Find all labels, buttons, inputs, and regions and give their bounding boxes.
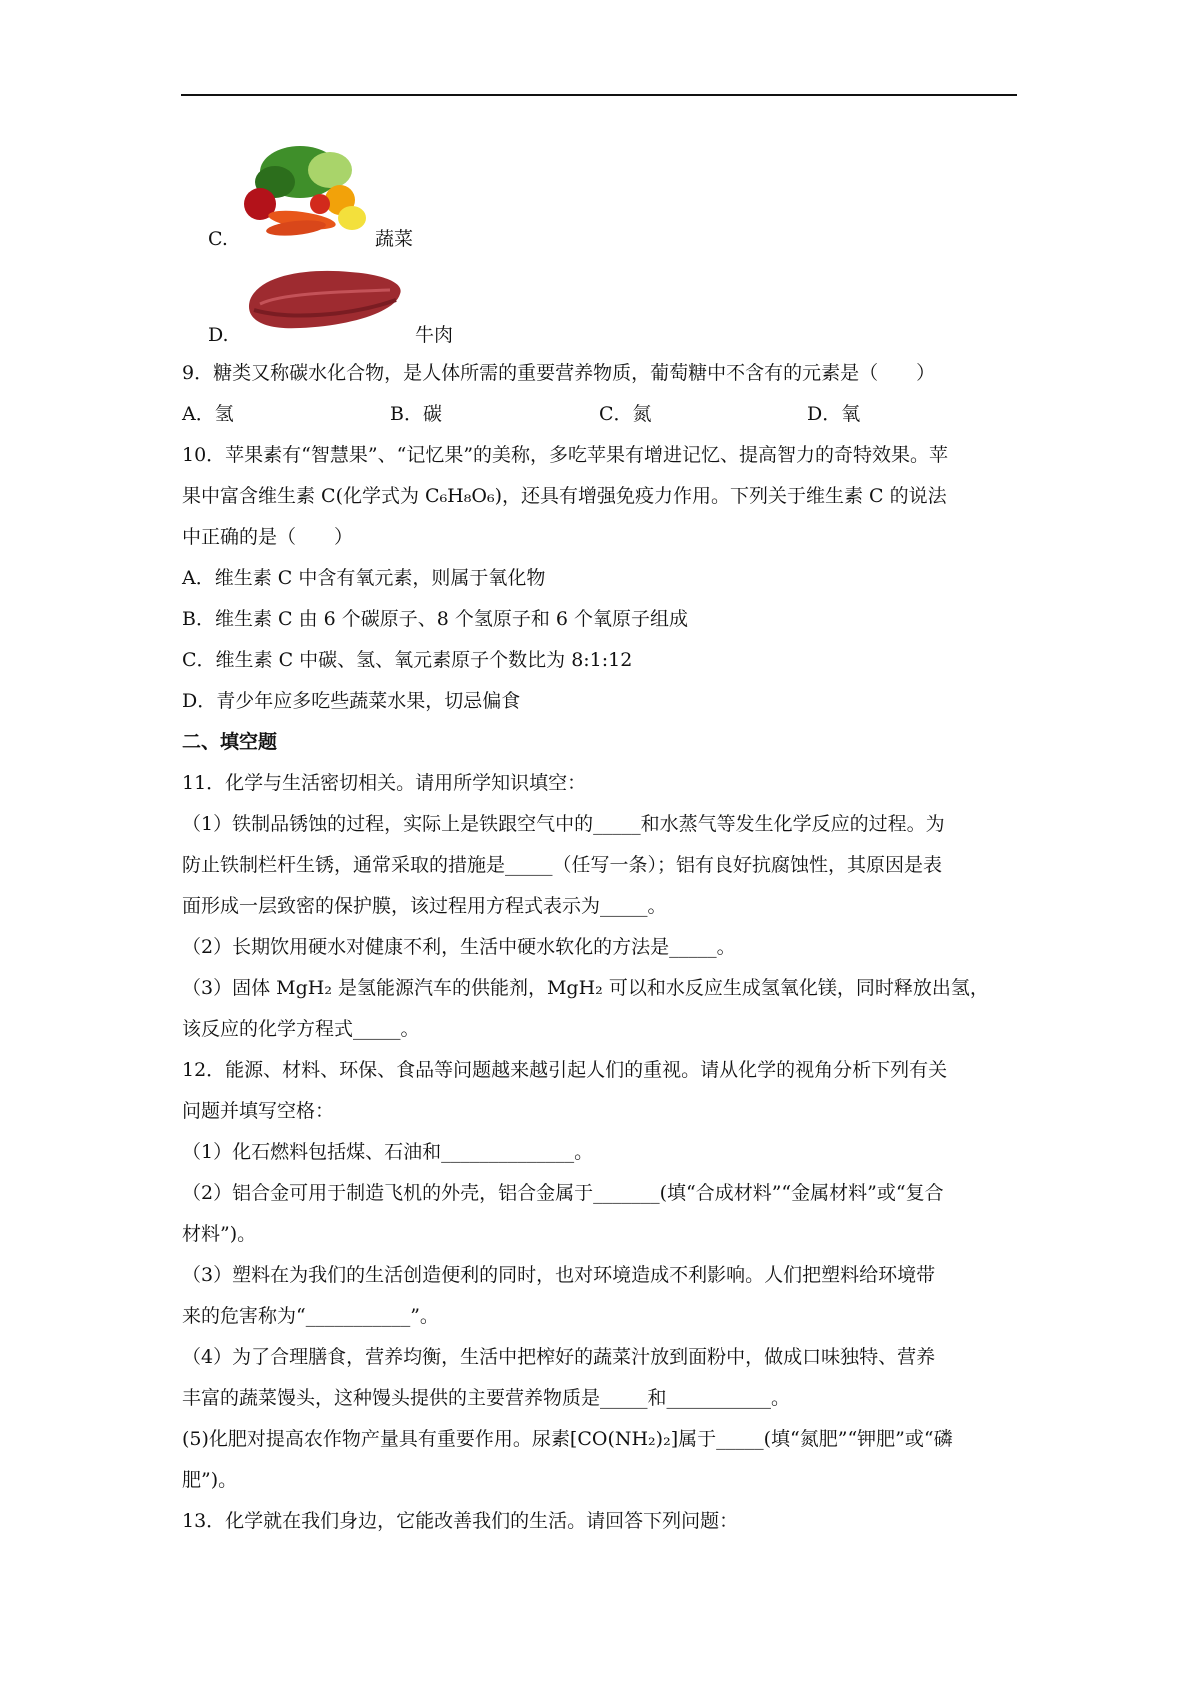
q12-line-3: （1）化石燃料包括煤、石油和______________。 bbox=[182, 1141, 594, 1163]
raw-beef-image bbox=[240, 264, 410, 334]
q9-option-a: A．氢 bbox=[182, 403, 234, 425]
q11-line-1: 11．化学与生活密切相关。请用所学知识填空： bbox=[182, 772, 587, 794]
q9-option-c: C．氮 bbox=[599, 403, 652, 425]
q12-line-5: 材料”)。 bbox=[182, 1223, 257, 1245]
q10-option-c: C．维生素 C 中碳、氢、氧元素原子个数比为 8:1:12 bbox=[182, 649, 633, 671]
q10-option-b: B．维生素 C 由 6 个碳原子、8 个氢原子和 6 个氧原子组成 bbox=[182, 608, 689, 630]
q12-line-1: 12．能源、材料、环保、食品等问题越来越引起人们的重视。请从化学的视角分析下列有关 bbox=[182, 1059, 948, 1081]
q11-line-7: 该反应的化学方程式_____。 bbox=[182, 1018, 420, 1040]
q10-line-3: 中正确的是（ ） bbox=[182, 526, 354, 548]
q9-stem: 9．糖类又称碳水化合物，是人体所需的重要营养物质，葡萄糖中不含有的元素是（ ） bbox=[182, 362, 936, 384]
q13-stem: 13．化学就在我们身边，它能改善我们的生活。请回答下列问题： bbox=[182, 1510, 739, 1532]
section-title: 二、填空题 bbox=[182, 731, 278, 753]
q12-line-7: 来的危害称为“___________”。 bbox=[182, 1305, 439, 1327]
option-c-label: 蔬菜 bbox=[375, 228, 414, 250]
q9-option-b: B．碳 bbox=[390, 403, 442, 425]
vegetables-fruits-image bbox=[240, 142, 370, 242]
q12-line-6: （3）塑料在为我们的生活创造便利的同时，也对环境造成不利影响。人们把塑料给环境带 bbox=[182, 1264, 936, 1286]
option-c-letter: C. bbox=[208, 228, 228, 250]
q11-line-2: （1）铁制品锈蚀的过程，实际上是铁跟空气中的_____和水蒸气等发生化学反应的过程。为 bbox=[182, 813, 945, 835]
q10-option-a: A．维生素 C 中含有氧元素，则属于氧化物 bbox=[182, 567, 546, 589]
q12-line-8: （4）为了合理膳食，营养均衡，生活中把榨好的蔬菜汁放到面粉中，做成口味独特、营养 bbox=[182, 1346, 936, 1368]
q12-line-11: 肥”)。 bbox=[182, 1469, 238, 1491]
q12-line-9: 丰富的蔬菜馒头，这种馒头提供的主要营养物质是_____和___________。 bbox=[182, 1387, 791, 1409]
q10-line-1: 10．苹果素有“智慧果”、“记忆果”的美称，多吃苹果有增进记忆、提高智力的奇特效果。苹 bbox=[182, 444, 949, 466]
q12-line-10: (5)化肥对提高农作物产量具有重要作用。尿素[CO(NH₂)₂]属于_____(填“氮肥”“钾肥”或“磷 bbox=[182, 1428, 953, 1450]
q11-line-5: （2）长期饮用硬水对健康不利，生活中硬水软化的方法是_____。 bbox=[182, 936, 736, 958]
header-rule bbox=[181, 94, 1017, 96]
q12-line-4: （2）铝合金可用于制造飞机的外壳，铝合金属于_______(填“合成材料”“金属材料”或“复合 bbox=[182, 1182, 944, 1204]
q10-line-2: 果中富含维生素 C(化学式为 C₆H₈O₆)，还具有增强免疫力作用。下列关于维生素 C 的说法 bbox=[182, 485, 947, 507]
option-d-letter: D. bbox=[208, 324, 229, 346]
q11-line-4: 面形成一层致密的保护膜，该过程用方程式表示为_____。 bbox=[182, 895, 667, 917]
q12-line-2: 问题并填写空格： bbox=[182, 1100, 335, 1122]
q10-option-d: D．青少年应多吃些蔬菜水果，切忌偏食 bbox=[182, 690, 521, 712]
option-d-label: 牛肉 bbox=[415, 324, 454, 346]
q11-line-3: 防止铁制栏杆生锈，通常采取的措施是_____（任写一条）；铝有良好抗腐蚀性，其原因是表 bbox=[182, 854, 943, 876]
q11-line-6: （3）固体 MgH₂ 是氢能源汽车的供能剂，MgH₂ 可以和水反应生成氢氧化镁，同时释放出氢， bbox=[182, 977, 989, 999]
q9-option-d: D．氧 bbox=[807, 403, 861, 425]
